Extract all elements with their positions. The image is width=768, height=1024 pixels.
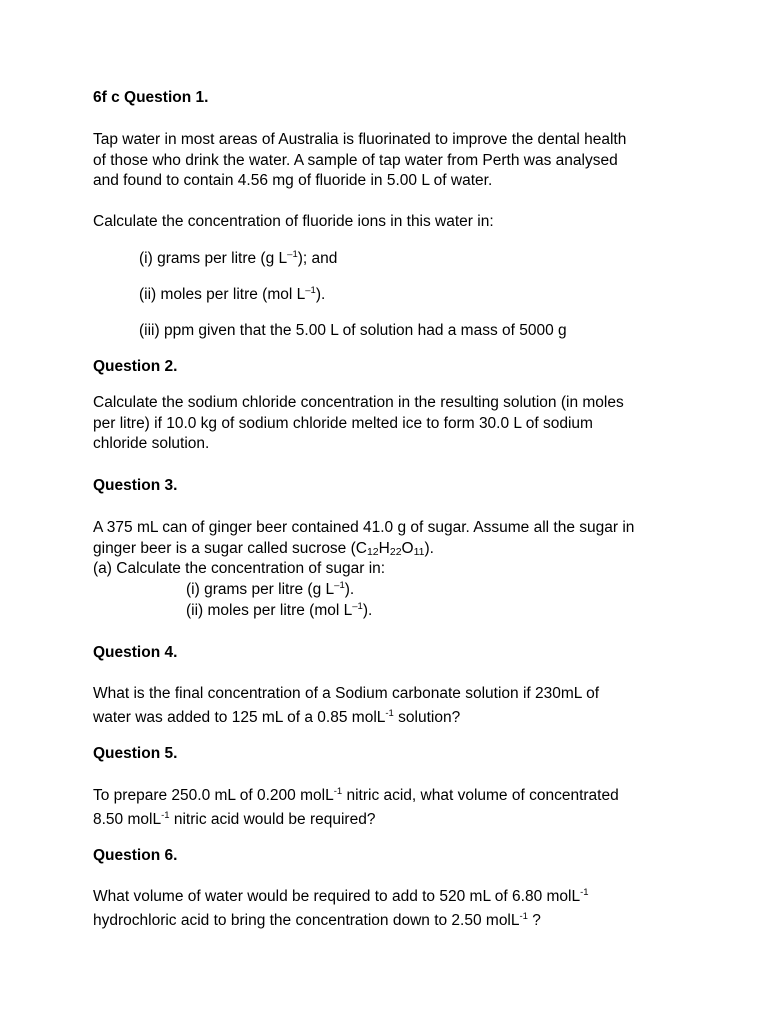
q2-body bbox=[93, 393, 624, 455]
q1-item-ii-post: ). bbox=[315, 286, 326, 303]
q1-heading: 6f c Question 1. bbox=[93, 89, 209, 106]
q4-body bbox=[93, 684, 599, 728]
q3-h: H bbox=[378, 540, 390, 557]
q3-line2-text: ginger beer is a sugar called sucrose (C bbox=[93, 540, 367, 557]
q3-item-i-sup: –1 bbox=[334, 580, 345, 591]
q1-item-ii-text: (ii) moles per litre (mol L bbox=[139, 286, 306, 303]
q3-line2 bbox=[93, 539, 434, 560]
q1-item-i-text: (i) grams per litre (g L bbox=[139, 250, 288, 267]
q4-line2 bbox=[93, 708, 599, 729]
q4-line2-sup: -1 bbox=[385, 707, 394, 719]
q1-intro-line: and found to contain 4.56 mg of fluoride in 5.00 L of water. bbox=[93, 172, 493, 189]
q5-line1-post: nitric acid, what volume of concentrated bbox=[342, 787, 619, 804]
q3-item-i-post: ). bbox=[344, 581, 355, 598]
q3-sub-o: 11 bbox=[413, 546, 425, 558]
q3-item-ii-sup: –1 bbox=[352, 601, 363, 612]
q3-heading: Question 3. bbox=[93, 477, 178, 494]
q2-heading: Question 2. bbox=[93, 358, 178, 375]
q2-body-line: Calculate the sodium chloride concentration in the resulting solution (in moles bbox=[93, 394, 624, 411]
q1-item-i-post: ); and bbox=[297, 250, 338, 267]
q3-item-ii-post: ). bbox=[362, 602, 373, 619]
q3-line2-post: ). bbox=[424, 540, 434, 557]
q6-line2-sup: -1 bbox=[519, 910, 528, 922]
q6-line1-sup: -1 bbox=[580, 887, 589, 898]
q3-sub-c: 12 bbox=[366, 546, 379, 558]
q1-item-i bbox=[139, 249, 337, 270]
q5-line2-sup: -1 bbox=[161, 809, 170, 821]
q1-intro-line: of those who drink the water. A sample of tap water from Perth was analysed bbox=[93, 151, 618, 169]
q3-o: O bbox=[401, 540, 414, 557]
q2-body-line: chloride solution. bbox=[93, 435, 210, 452]
q1-item-iii: (iii) ppm given that the 5.00 L of solution had a mass of 5000 g bbox=[139, 322, 567, 339]
q3-item-i bbox=[186, 580, 354, 601]
q5-line1-sup: -1 bbox=[333, 786, 343, 797]
q3-item-ii-text: (ii) moles per litre (mol L bbox=[186, 602, 353, 619]
q4-heading: Question 4. bbox=[93, 644, 178, 661]
q3-line1: A 375 mL can of ginger beer contained 41.0 g of sugar. Assume all the sugar in bbox=[93, 519, 635, 536]
q6-line1-text: What volume of water would be required to add to 520 mL of 6.80 molL bbox=[93, 888, 581, 905]
q6-line2-post: ? bbox=[527, 911, 541, 929]
q1-item-i-sup: –1 bbox=[287, 249, 298, 260]
q3-line3: (a) Calculate the concentration of sugar in: bbox=[93, 560, 386, 577]
q6-line1 bbox=[93, 887, 589, 908]
q1-intro-line: Tap water in most areas of Australia is fluorinated to improve the dental health bbox=[93, 131, 627, 148]
q6-body bbox=[93, 887, 589, 931]
q3-sub-h: 22 bbox=[389, 546, 402, 558]
q1-item-ii-sup: –1 bbox=[305, 285, 316, 296]
q5-line2-post: nitric acid would be required? bbox=[169, 810, 376, 828]
q1-item-ii bbox=[139, 285, 325, 306]
q5-line2-text: 8.50 molL bbox=[93, 810, 162, 828]
q5-heading: Question 5. bbox=[93, 745, 178, 762]
q4-line2-post: solution? bbox=[393, 708, 461, 726]
q4-line2-text: water was added to 125 mL of a 0.85 molL bbox=[93, 708, 386, 726]
q6-line2 bbox=[93, 911, 589, 932]
q5-line1 bbox=[93, 786, 619, 807]
q6-line2-text: hydrochloric acid to bring the concentration down to 2.50 molL bbox=[93, 911, 520, 929]
q2-body-line: per litre) if 10.0 kg of sodium chloride melted ice to form 30.0 L of sodium bbox=[93, 414, 593, 432]
q5-line2 bbox=[93, 810, 619, 831]
q1-task: Calculate the concentration of fluoride ions in this water in: bbox=[93, 213, 494, 230]
q5-line1-text: To prepare 250.0 mL of 0.200 molL bbox=[93, 787, 334, 804]
q3-item-i-text: (i) grams per litre (g L bbox=[186, 581, 335, 598]
q1-intro bbox=[93, 130, 626, 192]
q6-heading: Question 6. bbox=[93, 847, 178, 864]
q4-line1: What is the final concentration of a Sodium carbonate solution if 230mL of bbox=[93, 685, 600, 702]
q3-item-ii bbox=[186, 601, 372, 622]
q5-body bbox=[93, 786, 619, 830]
